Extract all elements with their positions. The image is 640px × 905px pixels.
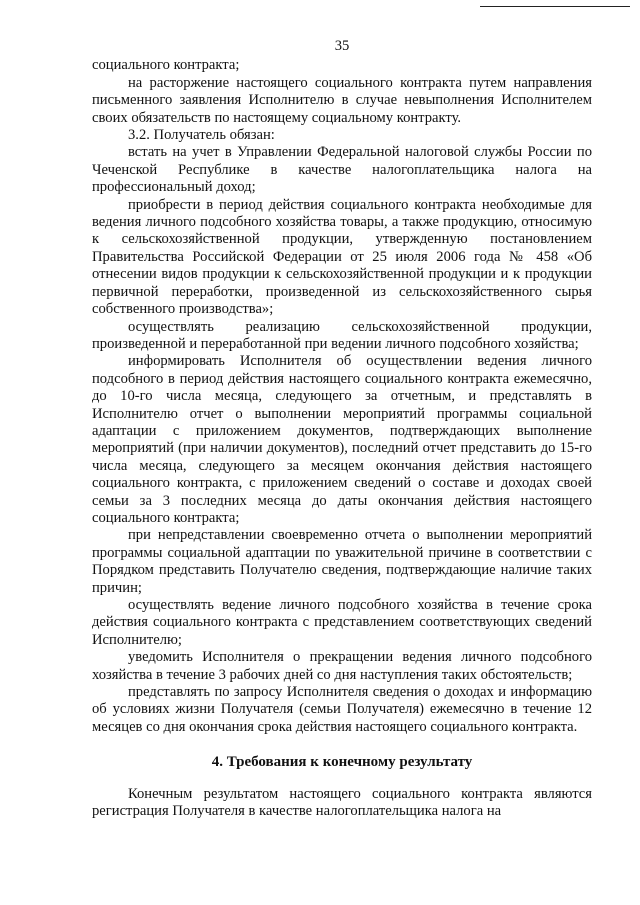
final-paragraph: Конечным результатом настоящего социального контракта являются регистрация Получателя в качестве налогоплательщика налога на: [92, 785, 592, 820]
paragraph: приобрести в период действия социального контракта необходимые для ведения личного подсобного хозяйства товары, а также продукцию, относимую к сельскохозяйственной продукции, утвержденную постановлением Правительства Российской Федерации от 25 июля 2006 года № 458 «Об отнесении видов продукции к сельскохозяйственной продукции и к продукции первичной переработки, произведенной из сельскохозяйственного сырья собственного производства»;: [92, 196, 592, 318]
paragraph: представлять по запросу Исполнителя сведения о доходах и информацию об условиях жизни Получателя (семьи Получателя) ежемесячно в течение 12 месяцев со дня окончания срока действия настоящего социального контракта.: [92, 684, 592, 735]
paragraph: уведомить Исполнителя о прекращении ведения личного подсобного хозяйства в течение 3 рабочих дней со дня наступления таких обстоятельств;: [92, 649, 592, 683]
page-number: 35: [334, 38, 350, 54]
paragraph: социального контракта;: [92, 57, 240, 74]
paragraph: при непредставлении своевременно отчета о выполнении мероприятий программы социальной адаптации по уважительной причине в соответствии с Порядком представить Получателю сведения, подтверждающие наличие таких причин;: [92, 527, 592, 596]
paragraph: встать на учет в Управлении Федеральной налоговой службы России по Чеченской Республике в качестве налогоплательщика налога на профессиональный доход;: [92, 144, 592, 196]
header-rule: [480, 6, 630, 7]
paragraph: информировать Исполнителя об осуществлении ведения личного подсобного в период действия настоящего социального контракта ежемесячно, до 10-го числа месяца, следующего за отчетным, и представлять в Исполнителю отчет о выполнении мероприятий программы социальной адаптации с приложением документов, подтверждающих выполнение мероприятий (при наличии документов), последний отчет представить до 15-го числа месяца, следующего за месяцем окончания действия настоящего социального контракта, с приложением сведений о составе и доходах своей семьи за 3 последних месяца до даты окончания действия настоящего социального контракта;: [92, 353, 592, 526]
document-page: [92, 38, 592, 820]
paragraph: осуществлять ведение личного подсобного хозяйства в течение срока действия социального контракта с представлением соответствующих сведений Исполнителю;: [92, 597, 592, 648]
paragraph: на расторжение настоящего социального контракта путем направления письменного заявления Исполнителю в случае невыполнения Исполнителем своих обязательств по настоящему социальному контракту.: [92, 74, 592, 126]
section-heading: 4. Требования к конечному результату: [211, 754, 473, 771]
section-clause: 3.2. Получатель обязан:: [128, 127, 275, 144]
paragraph: осуществлять реализацию сельскохозяйственной продукции, произведенной и переработанной при ведении личного подсобного хозяйства;: [92, 318, 592, 352]
